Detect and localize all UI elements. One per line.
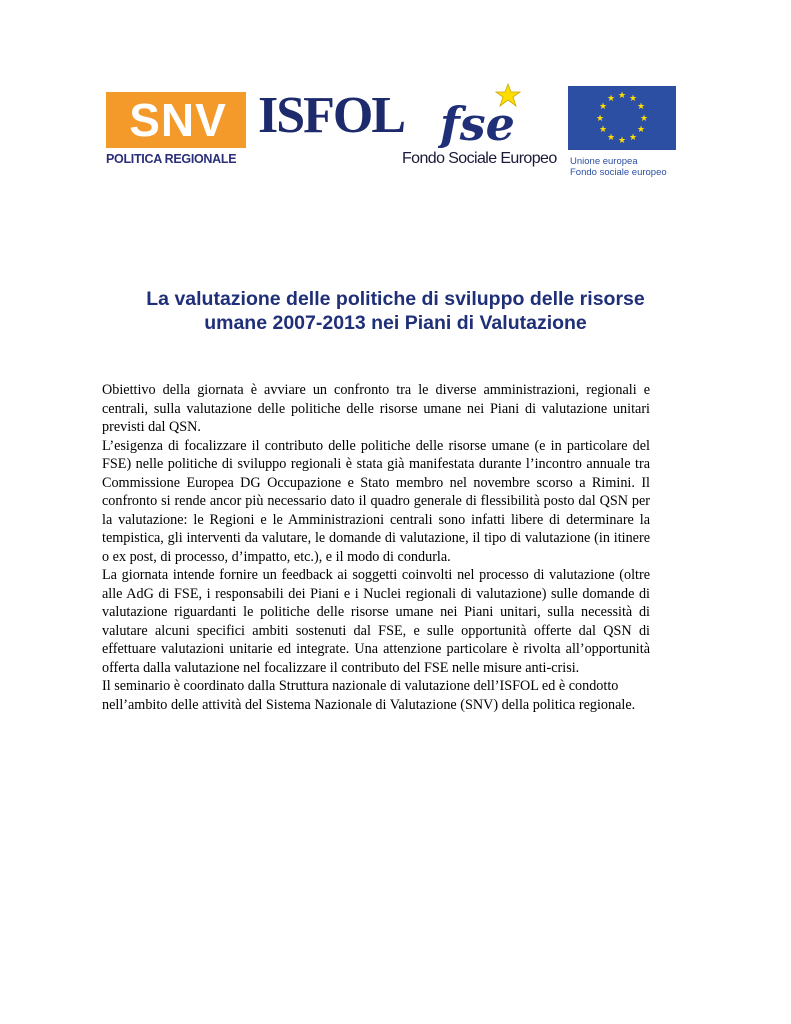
svg-text:★: ★ xyxy=(636,102,646,112)
document-title-line1: La valutazione delle politiche di sviluppo delle risorse xyxy=(146,288,645,310)
isfol-logo xyxy=(258,86,405,146)
fse-logo-caption: Fondo Sociale Europeo xyxy=(402,150,557,167)
paragraph-coordination: Il seminario è coordinato dalla Struttura nazionale di valutazione dell’ISFOL ed è condotto nell’ambito delle attività del Sistema Nazionale di Valutazione (SNV) della politica regionale. xyxy=(102,678,636,713)
svg-text:★: ★ xyxy=(598,102,608,112)
svg-text:★: ★ xyxy=(595,114,605,124)
document-title-line2: umane 2007-2013 nei Piani di Valutazione xyxy=(204,312,587,334)
eu-logo-caption xyxy=(570,156,667,178)
svg-text:★: ★ xyxy=(628,133,638,143)
paragraph-objective: Obiettivo della giornata è avviare un confronto tra le diverse amministrazioni, regionali e centrali, sulla valutazione delle politiche delle risorse umane nei Piani di valutazione unitari previsti dal QSN. xyxy=(102,382,650,435)
svg-text:★: ★ xyxy=(617,91,627,101)
eu-caption-line2: Fondo sociale europeo xyxy=(570,167,667,178)
eu-caption-line1: Unione europea xyxy=(570,156,638,167)
svg-text:★: ★ xyxy=(636,125,646,135)
svg-text:fse: fse xyxy=(440,97,515,148)
svg-text:★: ★ xyxy=(628,94,638,104)
svg-text:★: ★ xyxy=(598,125,608,135)
svg-text:★: ★ xyxy=(606,94,616,104)
isfol-logo-text: ISFOL xyxy=(258,87,405,144)
eu-logo xyxy=(568,86,680,182)
svg-text:★: ★ xyxy=(617,136,627,146)
snv-logo-text: SNV xyxy=(129,94,227,146)
document-title xyxy=(100,287,691,335)
svg-text:★: ★ xyxy=(639,114,649,124)
paragraph-need: L’esigenza di focalizzare il contributo delle politiche delle risorse umane (e in particolare del FSE) nelle politiche di sviluppo regionali è stata già manifestata durante l’incontro annuale tra Commissione Europea DG Occupazione e Stato membro nel novembre scorso a Rimini. Il confronto si rende ancor più necessario dato il quadro generale di flessibilità posto dal QSN per la valutazione: le Regioni e le Amministrazioni centrali sono infatti libere di determinare la tempistica, gli interventi da valutare, le domande di valutazione, il tipo di valutazione (in itinere o ex post, di processo, d’impatto, etc.), e il modo di condurla. xyxy=(102,437,650,565)
snv-logo xyxy=(106,92,246,172)
logo-header xyxy=(0,0,791,190)
snv-logo-subtitle: POLITICA REGIONALE xyxy=(106,152,237,166)
fse-logo xyxy=(398,82,558,178)
paragraph-feedback: La giornata intende fornire un feedback ai soggetti coinvolti nel processo di valutazione (oltre alle AdG di FSE, i responsabili dei Piani e i Nuclei regionali di valutazione) sulle domande di valutazione riguardanti le politiche delle risorse umane nei Piani unitari, sulla necessità di valutare alcuni specifici ambiti sostenuti dal FSE, e sulle opportunità offerte dal QSN di effettuare valutazioni unitarie ed integrate. Una attenzione particolare è rivolta all’opportunità offerta dalla valutazione nel focalizzare il contributo del FSE nelle misure anti-crisi. xyxy=(102,567,650,676)
document-body xyxy=(102,381,650,714)
svg-text:★: ★ xyxy=(606,133,616,143)
eu-flag-icon xyxy=(568,86,676,150)
fse-logo-icon xyxy=(438,82,528,148)
